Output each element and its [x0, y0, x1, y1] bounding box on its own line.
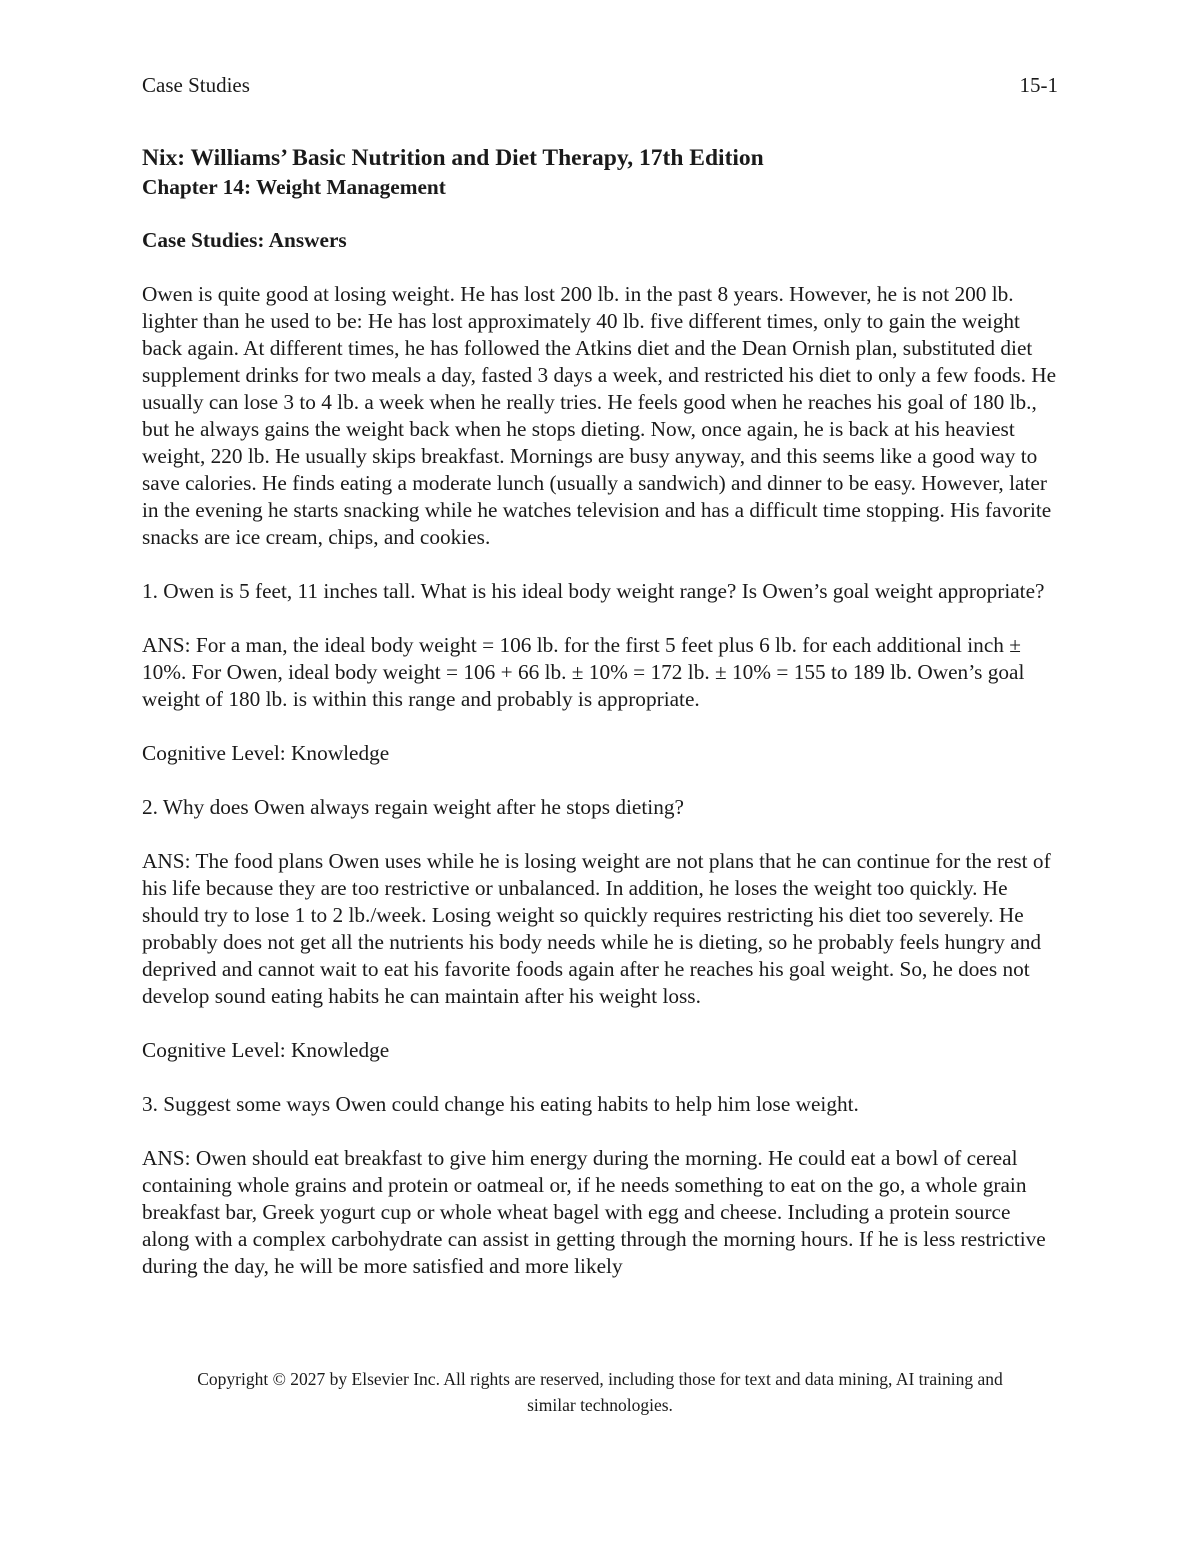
copyright-line-2: similar technologies. [527, 1395, 673, 1415]
cognitive-level-1: Cognitive Level: Knowledge [142, 741, 390, 765]
question-2: 2. Why does Owen always regain weight after he stops dieting? [142, 795, 684, 819]
question-1: 1. Owen is 5 feet, 11 inches tall. What is his ideal body weight range? Is Owen’s goal weight appropriate? [142, 579, 1045, 603]
header-title: Case Studies [142, 73, 250, 97]
case-study-text: Owen is quite good at losing weight. He has lost 200 lb. in the past 8 years. However, he is not 200 lb. lighter than he used to be: He has lost approximately 40 lb. five different times, only to gain the weight back again. At different times, he has followed the Atkins diet and the Dean Ornish plan, substituted diet supplement drinks for two meals a day, fasted 3 days a week, and restricted his diet to only a few foods. He usually can lose 3 to 4 lb. a week when he really tries. He feels good when he reaches his goal of 180 lb., but he always gains the weight back when he stops dieting. Now, once again, he is back at his heaviest weight, 220 lb. He usually skips breakfast. Mornings are busy anyway, and this seems like a good way to save calories. He finds eating a moderate lunch (usually a sandwich) and dinner to be easy. However, later in the evening he starts snacking while he watches television and has a difficult time stopping. His favorite snacks are ice cream, chips, and cookies. [142, 282, 1057, 549]
document-body [142, 143, 1058, 1280]
question-3: 3. Suggest some ways Owen could change his eating habits to help him lose weight. [142, 1092, 859, 1116]
answer-3: ANS: Owen should eat breakfast to give him energy during the morning. He could eat a bowl of cereal containing whole grains and protein or oatmeal or, if he needs something to eat on the go, a whole grain breakfast bar, Greek yogurt cup or whole wheat bagel with egg and cheese. Including a protein source along with a complex carbohydrate can assist in getting through the morning hours. If he is less restrictive during the day, he will be more satisfied and more likely [142, 1146, 1046, 1278]
page-number: 15-1 [1019, 73, 1058, 97]
copyright-footer [142, 1366, 1058, 1418]
chapter-title: Chapter 14: Weight Management [142, 175, 446, 199]
cognitive-level-2: Cognitive Level: Knowledge [142, 1038, 390, 1062]
copyright-line-1: Copyright © 2027 by Elsevier Inc. All rights are reserved, including those for text and data mining, AI training and [197, 1369, 1003, 1389]
section-title: Case Studies: Answers [142, 228, 347, 252]
answer-2: ANS: The food plans Owen uses while he is losing weight are not plans that he can continue for the rest of his life because they are too restrictive or unbalanced. In addition, he loses the weight too quickly. He should try to lose 1 to 2 lb./week. Losing weight so quickly requires restricting his diet too severely. He probably does not get all the nutrients his body needs while he is dieting, so he probably feels hungry and deprived and cannot wait to eat his favorite foods again after he reaches his goal weight. So, he does not develop sound eating habits he can maintain after his weight loss. [142, 849, 1051, 1008]
answer-1: ANS: For a man, the ideal body weight = 106 lb. for the first 5 feet plus 6 lb. for each additional inch ± 10%. For Owen, ideal body weight = 106 + 66 lb. ± 10% = 172 lb. ± 10% = 155 to 189 lb. Owen’s goal weight of 180 lb. is within this range and probably is appropriate. [142, 633, 1025, 711]
book-title: Nix: Williams’ Basic Nutrition and Diet Therapy, 17th Edition [142, 145, 764, 171]
